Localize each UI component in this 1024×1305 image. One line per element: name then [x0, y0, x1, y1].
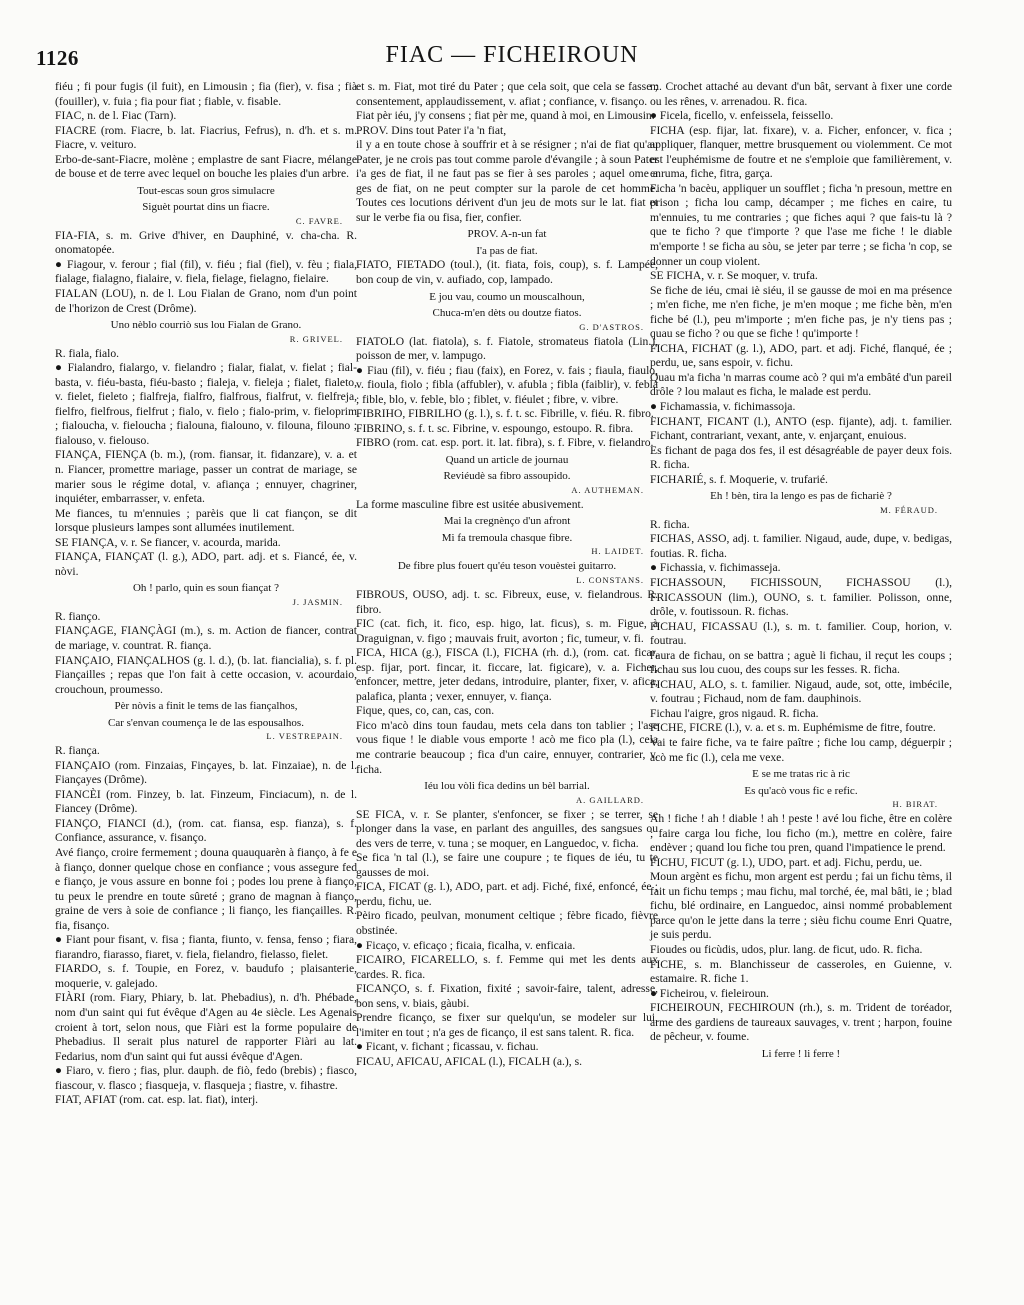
dictionary-entry: Es fichant de paga dos fes, il est désagréable de payer deux fois. R. ficha. — [650, 443, 952, 472]
quotation-author: A. GAILLARD. — [576, 794, 644, 805]
dictionary-entry: R. fiança. — [55, 744, 100, 758]
dictionary-entry: ● Fiaro, v. fiero ; fias, plur. dauph. de fiò, fedo (brebis) ; fiasco, fiascour, v. flasco ; fiasqueja, v. flasqueja ; fiastre, v. fihastre. — [55, 1064, 357, 1092]
quotation-author: C. FAVRE. — [295, 215, 343, 226]
quotation-line: Oh ! parlo, quin es soun fiançat ? — [132, 582, 279, 595]
dictionary-entry: FICAU, AFICAU, AFICAL (l.), FICALH (a.), s. — [356, 1054, 582, 1068]
quotation-line: De fibre plus fouert qu'éu teson vouèstei guitarro. — [397, 560, 617, 573]
dictionary-entry: PROV. Dins tout Pater i'a 'n fiat, — [356, 123, 507, 137]
dictionary-entry: FICHARIÉ, s. f. Moquerie, v. trufarié. — [650, 472, 828, 486]
dictionary-entry: et s. m. Fiat, mot tiré du Pater ; que cela soit, que cela se fasse ; consentement, applaudissement, v. afiat ; confiance, v. fisanço. — [356, 80, 658, 108]
quotation-author: H. LAIDET. — [591, 546, 644, 557]
quotation-line: Chuca-m'en dèts ou doutze fiatos. — [432, 307, 582, 320]
dictionary-entry: FICHA, FICHAT (g. l.), ADO, part. et adj. Fiché, flanqué, ée ; perdu, ue, sans espoir, v. fichu. — [650, 341, 952, 370]
quotation-line: E jou vau, coumo un mouscalhoun, — [429, 290, 585, 303]
dictionary-entry: ● Fiant pour fisant, v. fisa ; fianta, fiunto, v. fensa, fenso ; fiara, fiarandro, fiarasso, fiaret, v. fiela, fielandro, fielasso, fielet. — [55, 933, 357, 961]
quotation-line: Tout-escas soun gros simulacre — [137, 184, 275, 197]
dictionary-entry: Fioudes ou ficùdis, udos, plur. lang. de ficut, udo. R. ficha. — [650, 943, 923, 957]
dictionary-entry: FICHAU, FICASSAU (l.), s. m. t. familier. Coup, horion, v. foutrau. — [650, 619, 952, 648]
quotation-line: Mi fa tremoula chasque fibre. — [441, 531, 573, 544]
dictionary-entry: FIARDO, s. f. Toupie, en Forez, v. baudufo ; plaisanterie, moquerie, v. galejado. — [55, 962, 357, 990]
dictionary-entry: l'aura de fichau, on se battra ; aguè li fichau, il reçut les coups ; fichau sus lou cuou, des coups sur les fesses. R. ficha. — [650, 648, 952, 677]
dictionary-entry: FIBROUS, OUSO, adj. t. sc. Fibreux, euse, v. fielandrous. R. fibro. — [356, 587, 658, 616]
dictionary-entry: FICA, HICA (g.), FISCA (l.), FICHA (rh. d.), (rom. cat. ficar, esp. fijar, port. fincar, it. ficcare, lat. figicare), v. a. Ficher, enfoncer, mettre, jeter dedans, introduire, planter, fixer, v. afica, palafica, planta ; vexer, ennuyer, v. fiança. — [356, 646, 658, 703]
dictionary-entry: ● Fialandro, fialargo, v. fielandro ; fialar, fialat, v. fielat ; fial-basta, v. fiéu-basta, fiéu-basto ; fialeja, v. fieleja ; fialet, fialeto, v. fielet, fieleto ; fialfreja, fialfro, fialfrous, fialfrut, v. fielfreja, fielfro, fielfrous, fielfrut ; fialo, v. fielo ; fialo-prim, v. fieloprim ; fialoucha, v. fieloucha ; fialouna, fialouno, v. filouna, filouno ; fialouso, v. fielouso. — [55, 361, 357, 447]
dictionary-entry: FIAC, n. de l. Fiac (Tarn). — [55, 109, 177, 123]
dictionary-entry: SE FIANÇA, v. r. Se fiancer, v. acourda, marida. — [55, 535, 281, 549]
quotation-author: R. GRIVEL. — [289, 333, 343, 344]
quotation-line: Iéu lou vòli fica dedins un bèl barrial. — [424, 780, 590, 793]
dictionary-entry: m. Crochet attaché au devant d'un bât, servant à fixer une corde ou les rênes, v. arrenadou. R. fica. — [650, 80, 952, 108]
quotation-author: J. JASMIN. — [292, 596, 343, 607]
dictionary-entry: FICAIRO, FICARELLO, s. f. Femme qui met les dents aux cardes. R. fica. — [356, 953, 658, 981]
quotation-line: Eh ! bèn, tira la lengo es pas de fichariè ? — [710, 490, 892, 503]
dictionary-entry: Fiat pèr iéu, j'y consens ; fiat pèr me, quand à moi, en Limousin. — [356, 109, 655, 123]
dictionary-entry: Ah ! fiche ! ah ! diable ! ah ! peste ! avé lou fiche, être en colère ; faire carga lou fiche, lou ficho (m.), mettre en colère, faire endèver ; quand lou fiche tou pren, quand l'impatience le prend. — [650, 812, 952, 855]
dictionary-entry: FIANÇAIO, FIANÇALHOS (g. l. d.), (b. lat. fiancialia), s. f. pl. Fiançailles ; repas que l'on fait à cette occasion, v. acourdaio, crouchoun, proumesso. — [55, 653, 357, 696]
dictionary-entry: FIBRINO, s. f. t. sc. Fibrine, v. espoungo, estoupo. R. fibra. — [356, 421, 634, 435]
dictionary-entry: FIANÇAGE, FIANÇÀGI (m.), s. m. Action de fiancer, contrat de mariage, v. countrat. R. fiança. — [55, 624, 357, 652]
quotation-line: Siguèt pourtat dins un fiacre. — [142, 201, 270, 214]
quotation-author: A. AUTHEMAN. — [571, 484, 644, 495]
dictionary-entry: ● Ficaço, v. eficaço ; ficaia, ficalha, v. enficaia. — [356, 938, 576, 952]
dictionary-entry: FIANÇA, FIENÇA (b. m.), (rom. fiansar, it. fidanzare), v. a. et n. Fiancer, promettre mariage, passer un contrat de mariage, se marier sous le régime dotal, v. afiança ; ennuyer, chagriner, inquiéter, embarrasser, v. enfeta. — [55, 448, 357, 506]
dictionary-entry: Erbo-de-sant-Fiacre, molène ; emplastre de sant Fiacre, mélange de bouse et de terre avec lequel on bouche les plaies d'un arbre. — [55, 152, 357, 181]
dictionary-entry: ● Fichamassia, v. fichimassoja. — [650, 400, 796, 414]
dictionary-entry: FICANÇO, s. f. Fixation, fixité ; savoir-faire, talent, adresse, bon sens, v. biais, gàubi. — [356, 982, 658, 1010]
dictionary-entry: ● Ficheirou, v. fieleiroun. — [650, 986, 769, 1000]
dictionary-entry: FIACRE (rom. Fiacre, b. lat. Fiacrius, Fefrus), n. d'h. et s. m. Fiacre, v. veituro. — [55, 123, 357, 152]
dictionary-entry: FIALAN (LOU), n. de l. Lou Fialan de Grano, nom d'un point de l'horizon de Crest (Drôme). — [55, 287, 357, 315]
dictionary-entry: FIA-FIA, s. m. Grive d'hiver, en Dauphiné, v. cha-cha. R. onomatopée. — [55, 228, 357, 257]
quotation-line: PROV. A-n-un fat — [467, 228, 547, 241]
dictionary-entry: Se fiche de iéu, cmai iè siéu, il se gausse de moi en ma présence ; m'en fiche, me n'en fiche, je m'en moque ; me fiche bèn, m'en fiche bé (l.), peu m'importe ; m'en fiche pas, je n'y tiens pas ; quau se ficho ? ou que se fiche ! qu'importe ! — [650, 283, 952, 341]
dictionary-entry: Ficha 'n bacèu, appliquer un soufflet ; ficha 'n presoun, mettre en prison ; ficha lou camp, décamper ; me fiches en caire, tu m'ennuies, tu me contraries ; que fiches aqui ? que fais-tu là ? que te ficho ? que t'importe ? que l'ase me fiche ! le diable m'emporte ! se ficha au sòu, se jeter par terre ; se ficha 'n cop, se donner un coup violent. — [650, 181, 952, 268]
dictionary-entry: fiéu ; fi pour fugis (il fuit), en Limousin ; fia (fier), v. fisa ; fià (fouiller), v. fuia ; fia pour fiat ; fiable, v. fisable. — [55, 80, 357, 108]
page-number: 1126 — [36, 46, 79, 70]
dictionary-entry: FIBRO (rom. cat. esp. port. it. lat. fibra), s. f. Fibre, v. fielandro. — [356, 436, 654, 450]
quotation-author: L. CONSTANS. — [576, 574, 644, 585]
dictionary-entry: FIÀRI (rom. Fiary, Phiary, b. lat. Phebadius), n. d'h. Phébade, nom d'un saint qui fut évêque d'Agen au 4e siècle. Les Agenais croient à tort, selon nous, que Fiàri est la forme populaire de Phebadius. Il serait plus naturel de rapporter Fiàri au lat. Fedarius, nom d'un saint qui fut aussi évêque d'Agen. — [55, 991, 357, 1063]
column-3 — [650, 80, 952, 1061]
dictionary-entry: FIANÇO, FIANCI (d.), (rom. cat. fiansa, esp. fianza), s. f. Confiance, assurance, v. fisanço. — [55, 816, 357, 845]
quotation-line: Car s'envan coumença le de las espousalhos. — [108, 716, 304, 729]
dictionary-entry: FICHANT, FICANT (l.), ANTO (esp. fijante), adj. t. familier. Fichant, contrariant, vexant, ante, v. enjarçant, enuious. — [650, 414, 952, 443]
column-2 — [356, 80, 658, 1069]
dictionary-entry: R. ficha. — [650, 517, 690, 531]
dictionary-entry: Pèiro ficado, peulvan, monument celtique ; fèbre ficado, fièvre obstinée. — [356, 909, 658, 937]
dictionary-entry: ● Fichassia, v. fichimasseja. — [650, 561, 781, 575]
quotation-line: Uno nèblo courriò sus lou Fialan de Grano. — [110, 319, 302, 332]
quotation-author: L. VESTREPAIN. — [266, 731, 343, 742]
dictionary-entry: FICHAU, ALO, s. t. familier. Nigaud, aude, sot, otte, imbécile, v. foutrau ; Fichaud, nom de fam. dauphinois. — [650, 677, 952, 706]
dictionary-entry: Moun argènt es fichu, mon argent est perdu ; fai un fichu tèms, il fait un fichu temps ; mau fichu, mal torché, ée, mal bâti, ie ; blad fichu, blé ordinaire, en Languedoc, ainsi nommé probablement parce qu'on le jette dans la terre ; sièu fichu coume Enri Quatre, je suis perdu. — [650, 870, 952, 942]
quotation-line: Mai la cregnènço d'un afront — [443, 515, 571, 528]
dictionary-entry: SE FICA, v. r. Se planter, s'enfoncer, se fixer ; se terrer, se plonger dans la vase, en parlant des anguilles, des sangsues ou des vers de terre, v. tuna ; se moquer, en Languedoc, v. ficha. — [356, 807, 658, 850]
dictionary-entry: ● Ficant, v. fichant ; ficassau, v. fichau. — [356, 1040, 539, 1054]
dictionary-entry: Fico m'acò dins toun faudau, mets cela dans ton tablier ; l'ase vous fique ! le diable vous emporte ! acò me fico pla (l.), cela me contrarie beaucoup ; fica d'un caire, ennuyer, contrarier, v. ficha. — [356, 718, 658, 776]
dictionary-entry: ● Ficela, ficello, v. enfeissela, feissello. — [650, 109, 834, 123]
dictionary-entry: FICHU, FICUT (g. l.), UDO, part. et adj. Fichu, perdu, ue. — [650, 855, 923, 869]
dictionary-entry: R. fiala, fialo. — [55, 346, 120, 360]
quotation-line: Li ferre ! li ferre ! — [761, 1047, 841, 1060]
dictionary-entry: Se fica 'n tal (l.), se faire une coupure ; te fiques de iéu, tu te gausses de moi. — [356, 851, 658, 879]
dictionary-entry: FIATO, FIETADO (toul.), (it. fiata, fois, coup), s. f. Lampée, bon coup de vin, v. aufiado, cop, lampado. — [356, 258, 658, 287]
quotation-line: I'a pas de fiat. — [476, 244, 538, 257]
dictionary-entry: R. fianço. — [55, 609, 101, 623]
column-1 — [55, 80, 357, 1108]
dictionary-entry: ● Fiau (fil), v. fiéu ; fiau (faix), en Forez, v. fais ; fiaula, fiaulo, v. fioula, fiolo ; fibla (affubler), v. afubla ; fibla (faiblir), v. febla ; fible, blo, v. feble, blo ; fiblet, v. fiéulet ; fibre, v. vibre. — [356, 363, 658, 406]
dictionary-entry: Prendre ficanço, se fixer sur quelqu'un, se modeler sur lui, l'imiter en tout ; n'a ges de ficanço, il est sans talent. R. fica. — [356, 1011, 658, 1039]
quotation-line: Quand un article de journau — [445, 453, 569, 466]
dictionary-entry: FICHE, FICRE (l.), v. a. et s. m. Euphémisme de fitre, foutre. — [650, 721, 936, 735]
dictionary-entry: Me fiances, tu m'ennuies ; parèis que li cat fiançon, se dit lorsque plusieurs lampes sont allumées inutilement. — [55, 506, 357, 535]
dictionary-entry: FIATOLO (lat. fiatola), s. f. Fiatole, stromateus fiatola (Lin.), poisson de mer, v. lampugo. — [356, 334, 658, 363]
dictionary-entry: FICHASSOUN, FICHISSOUN, FICHASSOU (l.), FRICASSOUN (lim.), OUNO, s. t. familier. Polisson, onne, drôle, v. foutissoun. R. fichas. — [650, 576, 952, 619]
running-title: FIAC — FICHEIROUN — [385, 42, 639, 68]
dictionary-entry: Vai te faire fiche, va te faire paître ; fiche lou camp, déguerpir ; acò me fic (l.), cela me vexe. — [650, 736, 952, 764]
dictionary-entry: Avé fianço, croire fermement ; douna quauquarèn à fianço, à fe e à fianço, donner quelque chose en confiance ; vous assegure fed e fianço, je vous assure en bonne foi ; podes lou prene à fianço, tu peux le prendre en toute sûreté ; grano de magnan à fianço, graine de vers à soie de confiance ; li fianço, les fiançailles. R. fia, fisanço. — [55, 845, 357, 932]
dictionary-entry: FICHEIROUN, FECHIROUN (rh.), s. m. Trident de toréador, arme des gardiens de taureaux sauvages, v. trent ; harpon, fouine de pêcheur, v. foume. — [650, 1001, 952, 1044]
dictionary-entry: il y a en toute chose à souffrir et à se résigner ; n'ai de fiat qu'au Pater, je ne crois pas tout comme parole d'évangile ; à soun Pater i'a ges de fiat, il ne faut pas se fier à ses paroles ; aquel ome a ges de fiat, on ne peut compter sur la parole de cet homme. Toutes ces locutions dérivent d'un jeu de mots sur le lat. fiat et sur le verbe fia ou fisa, fier, confier. — [356, 138, 658, 224]
dictionary-entry: Quau m'a ficha 'n marras coume acò ? qui m'a embâté d'un pareil drôle ? lou malaut es ficha, le malade est perdu. — [650, 370, 952, 399]
dictionary-entry: FICHA (esp. fijar, lat. fixare), v. a. Ficher, enfoncer, v. fica ; appliquer, flanquer, mettre brusquement ou violemment. Ce mot est l'euphémisme de foutre et ne s'emploie que familièrement, v. enruma, fiche, fitra, garça. — [650, 123, 952, 181]
dictionary-entry: FIBRIHO, FIBRILHO (g. l.), s. f. t. sc. Fibrille, v. fiéu. R. fibro. — [356, 407, 654, 421]
dictionary-entry: FICHE, s. m. Blanchisseur de casseroles, en Guienne, v. estamaire. R. fiche 1. — [650, 957, 952, 986]
dictionary-entry: SE FICHA, v. r. Se moquer, v. trufa. — [650, 269, 818, 283]
quotation-line: Es qu'acò vous fic e refic. — [744, 784, 858, 797]
dictionary-entry: FIANÇAIO (rom. Finzaias, Finçayes, b. lat. Finzaiae), n. de l. Fiançayes (Drôme). — [55, 758, 357, 787]
dictionary-entry: FICA, FICAT (g. l.), ADO, part. et adj. Fiché, fixé, enfoncé, ée ; perdu, fichu, ue. — [356, 880, 658, 908]
dictionary-entry: Fique, ques, co, can, cas, con. — [356, 704, 495, 718]
dictionary-entry: FICHAS, ASSO, adj. t. familier. Nigaud, aude, dupe, v. bedigas, foutias. R. ficha. — [650, 532, 952, 560]
quotation-author: G. D'ASTROS. — [579, 321, 644, 332]
quotation-author: H. BIRAT. — [892, 799, 938, 810]
dictionary-entry: FIANÇA, FIANÇAT (l. g.), ADO, part. adj. et s. Fiancé, ée, v. nòvi. — [55, 550, 357, 578]
quotation-author: M. FÉRAUD. — [880, 504, 938, 515]
quotation-line: Reviéudè sa fibro assoupido. — [443, 470, 571, 483]
dictionary-entry: FIANCÈI (rom. Finzey, b. lat. Finzeum, Finciacum), n. de l. Fiancey (Drôme). — [55, 787, 357, 816]
dictionary-entry: Fichau l'aigre, gros nigaud. R. ficha. — [650, 706, 819, 720]
dictionary-entry: ● Fiagour, v. ferour ; fial (fil), v. fiéu ; fial (fiel), v. fèu ; fiala, fialage, fialagno, fialaire, v. fiela, fielage, fielagno, fielaire. — [55, 257, 357, 286]
dictionary-entry: FIAT, AFIAT (rom. cat. esp. lat. fiat), interj. — [55, 1093, 259, 1107]
dictionary-entry: La forme masculine fibre est usitée abusivement. — [356, 497, 584, 511]
quotation-line: E se me tratas ric à ric — [752, 768, 850, 781]
dictionary-entry: FIC (cat. fich, it. fico, esp. higo, lat. ficus), s. m. Figue, à Draguignan, v. figo ; mauvais fruit, avorton ; fic, tumeur, v. fi. — [356, 617, 658, 645]
quotation-line: Pèr nòvis a finit le tems de las fiançalhos, — [114, 700, 298, 713]
